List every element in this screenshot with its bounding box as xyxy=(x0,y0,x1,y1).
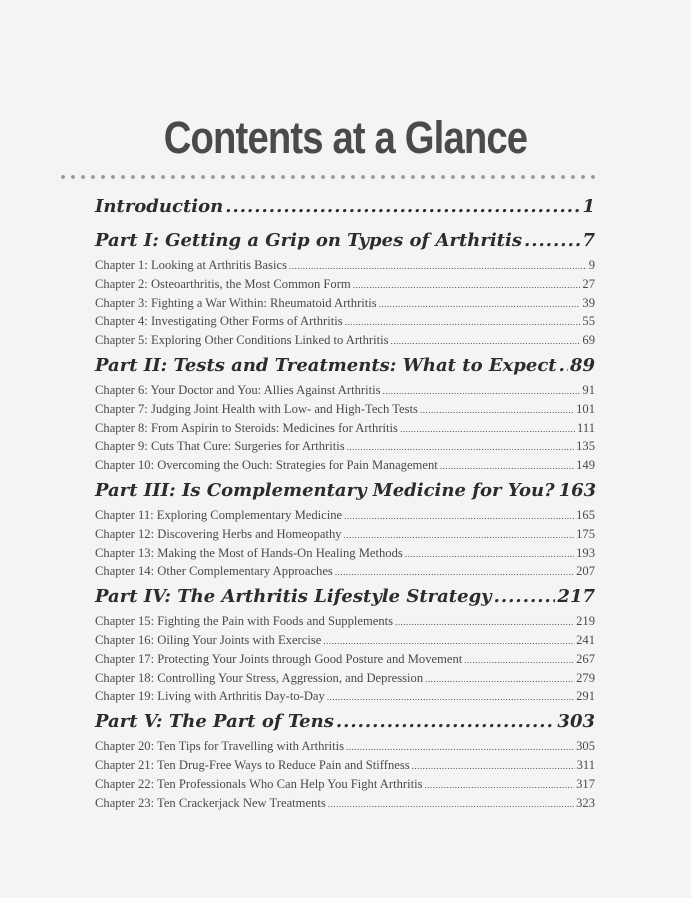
chapter-label: Chapter 23: Ten Crackerjack New Treatments xyxy=(95,795,326,810)
chapter-page: 193 xyxy=(576,545,595,560)
chapter-page: 175 xyxy=(576,526,595,541)
dot-leader xyxy=(382,386,580,396)
chapter-page: 101 xyxy=(576,401,595,416)
chapter-label: Chapter 5: Exploring Other Conditions Linked to Arthritis xyxy=(95,333,389,348)
toc-chapter-entry[interactable] xyxy=(95,758,595,777)
toc-part-heading[interactable] xyxy=(95,480,595,508)
chapter-label: Chapter 20: Ten Tips for Travelling with Arthritis xyxy=(95,739,345,754)
dot-leader xyxy=(353,280,581,290)
chapter-label: Chapter 11: Exploring Complementary Medicine xyxy=(95,507,343,522)
toc-chapter-entry[interactable] xyxy=(95,421,595,440)
toc-chapter-entry[interactable] xyxy=(95,458,595,477)
chapter-label: Chapter 9: Cuts That Cure: Surgeries for Arthritis xyxy=(95,439,345,454)
dot-leader xyxy=(344,511,574,521)
part-page: 7 xyxy=(582,230,595,251)
chapter-page: 55 xyxy=(582,314,595,329)
chapter-page: 91 xyxy=(582,382,595,397)
toc-chapter-entry[interactable] xyxy=(95,333,595,352)
toc-chapter-entry[interactable] xyxy=(95,402,595,421)
chapter-page: 279 xyxy=(576,670,595,685)
chapter-label: Chapter 1: Looking at Arthritis Basics xyxy=(95,258,288,272)
toc-chapter-entry[interactable] xyxy=(95,439,595,458)
part-label: Part V: The Part of Tens xyxy=(95,711,334,733)
dotted-divider xyxy=(58,173,598,181)
toc-parts xyxy=(95,230,595,814)
dot-leader xyxy=(346,742,574,752)
toc-chapter-entry[interactable] xyxy=(95,314,595,333)
chapter-page: 267 xyxy=(576,651,595,666)
dot-leader xyxy=(420,405,574,415)
toc-chapter-entry[interactable] xyxy=(95,546,595,565)
toc-chapter-entry[interactable] xyxy=(95,277,595,296)
toc-chapter-entry[interactable] xyxy=(95,652,595,671)
toc-part-heading[interactable] xyxy=(95,711,595,739)
chapter-label: Chapter 16: Oiling Your Joints with Exercise xyxy=(95,632,322,647)
part-page: 89 xyxy=(569,354,595,376)
dot-leader xyxy=(327,692,574,702)
toc-chapter-entry[interactable] xyxy=(95,633,595,652)
part-page: 163 xyxy=(558,479,597,501)
chapter-page: 317 xyxy=(576,776,595,791)
dot-leader xyxy=(440,461,574,471)
dot-leader xyxy=(494,586,556,607)
toc-chapter-entry[interactable] xyxy=(95,508,595,527)
toc-chapter-entry[interactable] xyxy=(95,796,595,815)
dot-leader xyxy=(347,442,574,452)
dot-leader xyxy=(335,567,574,577)
part-label: Part I: Getting a Grip on Types of Arthritis xyxy=(95,230,522,251)
page-title: Contents at a Glance xyxy=(163,112,528,163)
chapter-label: Chapter 15: Fighting the Pain with Foods and Supplements xyxy=(95,614,394,629)
part-label: Part II: Tests and Treatments: What to Expect xyxy=(95,354,557,376)
dot-leader xyxy=(328,799,574,809)
chapter-label: Chapter 4: Investigating Other Forms of Arthritis xyxy=(95,314,343,329)
part-page: 303 xyxy=(557,711,595,733)
toc-chapter-entry[interactable] xyxy=(95,383,595,402)
dot-leader xyxy=(395,617,574,627)
toc-chapter-entry[interactable] xyxy=(95,296,595,315)
chapter-label: Chapter 3: Fighting a War Within: Rheumatoid Arthritis xyxy=(95,295,377,310)
toc-part-heading[interactable] xyxy=(95,355,595,383)
toc-chapter-entry[interactable] xyxy=(95,777,595,796)
chapter-label: Chapter 7: Judging Joint Health with Low- and High-Tech Tests xyxy=(95,401,418,416)
dot-leader xyxy=(323,636,574,646)
chapter-page: 241 xyxy=(576,632,595,647)
dot-leader xyxy=(405,549,574,559)
part-label: Part III: Is Complementary Medicine for You? xyxy=(95,479,555,501)
introduction-label: Introduction xyxy=(95,196,224,217)
chapter-page: 27 xyxy=(582,276,595,291)
toc-part-heading[interactable] xyxy=(95,586,595,614)
chapter-page: 291 xyxy=(576,689,595,704)
chapter-page: 135 xyxy=(576,439,595,454)
chapter-page: 165 xyxy=(576,507,595,522)
part-label: Part IV: The Arthritis Lifestyle Strategy xyxy=(95,586,492,608)
toc-chapter-entry[interactable] xyxy=(95,671,595,690)
chapter-page: 9 xyxy=(588,258,595,272)
dot-leader xyxy=(464,655,574,665)
dot-leader xyxy=(336,711,556,732)
chapter-label: Chapter 18: Controlling Your Stress, Aggression, and Depression xyxy=(95,670,424,685)
chapter-label: Chapter 8: From Aspirin to Steroids: Medicines for Arthritis xyxy=(95,420,398,435)
toc-chapter-entry[interactable] xyxy=(95,258,595,277)
dot-leader xyxy=(225,196,580,217)
toc-introduction[interactable] xyxy=(95,196,595,227)
dot-leader xyxy=(425,674,574,684)
chapter-label: Chapter 6: Your Doctor and You: Allies Against Arthritis xyxy=(95,382,381,397)
chapter-label: Chapter 13: Making the Most of Hands-On Healing Methods xyxy=(95,545,403,560)
chapter-label: Chapter 17: Protecting Your Joints through Good Posture and Movement xyxy=(95,651,463,666)
dot-leader xyxy=(390,336,580,346)
chapter-label: Chapter 14: Other Complementary Approaches xyxy=(95,564,333,579)
chapter-page: 311 xyxy=(576,757,595,772)
toc-chapter-entry[interactable] xyxy=(95,739,595,758)
chapter-label: Chapter 10: Overcoming the Ouch: Strategies for Pain Management xyxy=(95,458,438,473)
introduction-page: 1 xyxy=(582,196,595,217)
chapter-page: 111 xyxy=(577,420,595,435)
dot-leader xyxy=(400,424,575,434)
dot-leader xyxy=(412,761,575,771)
dot-leader xyxy=(345,317,581,327)
chapter-page: 219 xyxy=(576,614,595,629)
chapter-page: 69 xyxy=(582,333,595,348)
dot-leader xyxy=(425,780,575,790)
chapter-label: Chapter 12: Discovering Herbs and Homeopathy xyxy=(95,526,342,541)
chapter-page: 207 xyxy=(576,564,595,579)
table-of-contents xyxy=(95,196,595,814)
chapter-label: Chapter 21: Ten Drug-Free Ways to Reduce Pain and Stiffness xyxy=(95,757,410,772)
toc-chapter-entry[interactable] xyxy=(95,689,595,708)
part-page: 217 xyxy=(557,586,595,608)
chapter-label: Chapter 19: Living with Arthritis Day-to-Day xyxy=(95,689,325,704)
dot-leader xyxy=(559,355,568,376)
dot-leader xyxy=(524,230,581,251)
chapter-label: Chapter 2: Osteoarthritis, the Most Common Form xyxy=(95,276,351,291)
chapter-page: 305 xyxy=(576,739,595,754)
chapter-label: Chapter 22: Ten Professionals Who Can Help You Fight Arthritis xyxy=(95,776,423,791)
dot-leader xyxy=(379,299,581,309)
dot-leader xyxy=(289,261,587,271)
toc-chapter-entry[interactable] xyxy=(95,614,595,633)
dot-leader xyxy=(344,530,575,540)
chapter-page: 323 xyxy=(576,795,595,810)
toc-part-heading[interactable] xyxy=(95,230,595,258)
chapter-page: 149 xyxy=(576,458,595,473)
chapter-page: 39 xyxy=(582,295,595,310)
toc-chapter-entry[interactable] xyxy=(95,527,595,546)
toc-chapter-entry[interactable] xyxy=(95,564,595,583)
